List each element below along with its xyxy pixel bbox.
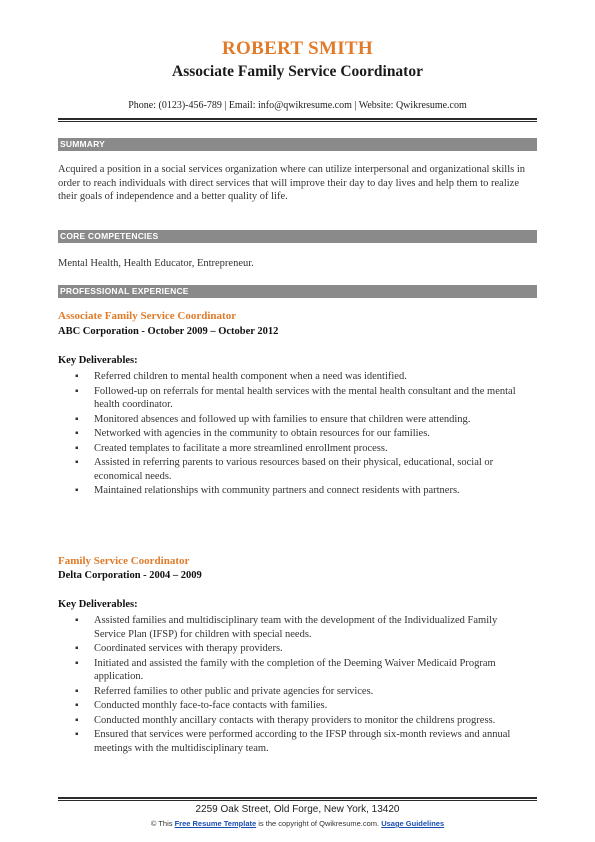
footer-address: 2259 Oak Street, Old Forge, New York, 13420: [195, 804, 400, 815]
list-item: ▪ Referred children to mental health component when a need was identified.: [74, 370, 520, 384]
usage-guidelines-link[interactable]: Usage Guidelines: [381, 819, 445, 828]
competencies-text: Mental Health, Health Educator, Entrepreneur.: [58, 258, 254, 269]
list-item: ▪ Coordinated services with therapy providers.: [74, 642, 520, 656]
list-item: ▪ Networked with agencies in the community to obtain resources for our families.: [74, 427, 520, 441]
job-company-dates: ABC Corporation - October 2009 – October 2012: [58, 326, 279, 337]
free-resume-template-link[interactable]: Free Resume Template: [174, 819, 257, 828]
header-divider-bottom: [58, 121, 537, 122]
job-company-dates: Delta Corporation - 2004 – 2009: [58, 570, 202, 581]
contact-line: Phone: (0123)-456-789 | Email: info@qwikresume.com | Website: Qwikresume.com: [128, 100, 467, 111]
job-title: Associate Family Service Coordinator: [58, 310, 237, 322]
list-item: ▪ Assisted families and multidisciplinary team with the development of the Individualized Family Service Plan (IFSP) for children with special needs.: [74, 614, 520, 641]
list-item: ▪ Conducted monthly ancillary contacts with therapy providers to monitor the childrens progress.: [74, 714, 520, 728]
list-item: ▪ Initiated and assisted the family with the completion of the Deeming Waiver Medicaid Program application.: [74, 657, 520, 684]
deliverables-list: [74, 370, 520, 499]
candidate-name: ROBERT SMITH: [222, 38, 373, 59]
key-deliverables-label: Key Deliverables:: [58, 355, 138, 366]
list-item: ▪ Assisted in referring parents to various resources based on their physical, educational, social or economical needs.: [74, 456, 520, 483]
section-heading-summary: SUMMARY: [58, 138, 537, 151]
summary-text: Acquired a position in a social services organization where can utilize interpersonal and organizational skills in order to reach individuals with direct services that will improve their day to day lives and help them to realize their goals of independence and a better quality of life.: [58, 164, 526, 202]
section-heading-competencies: CORE COMPETENCIES: [58, 230, 537, 243]
deliverables-list: [74, 614, 520, 756]
candidate-title: Associate Family Service Coordinator: [172, 63, 423, 80]
section-heading-experience: PROFESSIONAL EXPERIENCE: [58, 285, 537, 298]
list-item: ▪ Ensured that services were performed according to the IFSP through six-month reviews and annual meetings with the multidisciplinary team.: [74, 728, 520, 755]
list-item: ▪ Maintained relationships with community partners and connect residents with partners.: [74, 484, 520, 498]
list-item: ▪ Conducted monthly face-to-face contacts with families.: [74, 699, 520, 713]
footer-copyright: [0, 819, 595, 828]
footer-divider-bottom: [58, 800, 537, 801]
list-item: ▪ Monitored absences and followed up with families to ensure that children were attending.: [74, 413, 520, 427]
job-title: Family Service Coordinator: [58, 555, 190, 567]
list-item: ▪ Followed-up on referrals for mental health services with the mental health consultant and the mental health coordinator.: [74, 385, 520, 412]
list-item: ▪ Created templates to facilitate a more streamlined enrollment process.: [74, 442, 520, 456]
footer-divider-top: [58, 797, 537, 799]
list-item: ▪ Referred families to other public and private agencies for services.: [74, 685, 520, 699]
copyright-middle: is the copyright of Qwikresume.com.: [256, 819, 382, 828]
header-divider-top: [58, 118, 537, 120]
copyright-prefix: © This: [150, 819, 175, 828]
key-deliverables-label: Key Deliverables:: [58, 599, 138, 610]
